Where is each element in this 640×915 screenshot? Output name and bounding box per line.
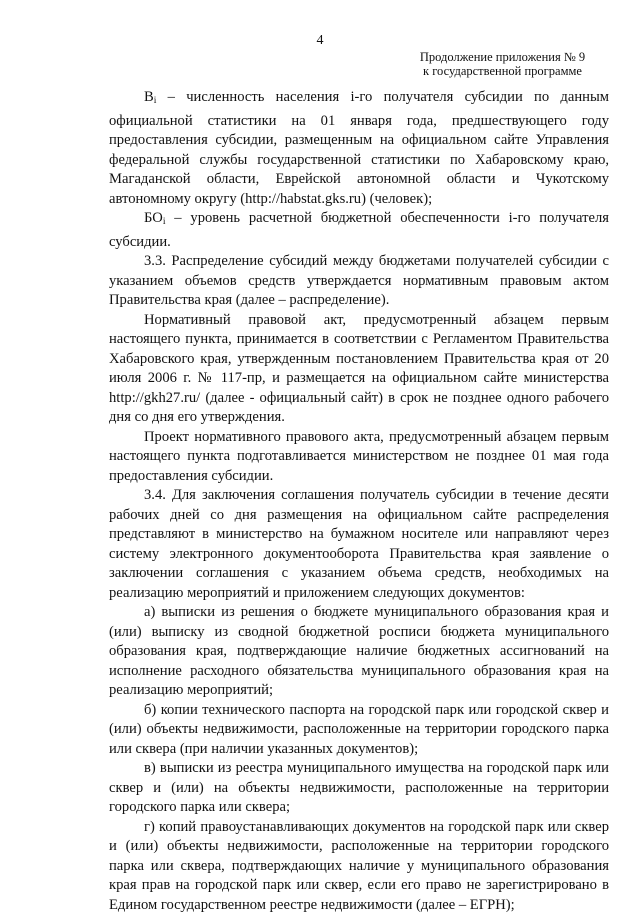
- variable-subscript: i: [154, 96, 157, 106]
- list-item-g: г) копий правоустанавливающих документов на городской парк или сквер и (или) объекты недвижимости, расположенные на территории городского парка или сквера, подтверждающих наличие у муниципального образования края прав на городской парк или сквер, если его право не зарегистрировано в Едином государственном реестре недвижимости (далее – ЕГРН);: [109, 818, 609, 915]
- paragraph-definition-b: [109, 88, 609, 209]
- continuation-note: [400, 50, 605, 78]
- list-item-b: б) копии технического паспорта на городской парк или городской сквер и (или) объекты недвижимости, расположенные на территории городского парка или сквера (при наличии указанных документов);: [109, 701, 609, 760]
- paragraph-3-3: 3.3. Распределение субсидий между бюджетами получателей субсидии с указанием объемов средств утверждается нормативным правовым актом Правительства края (далее – распределение).: [109, 252, 609, 311]
- paragraph-normative-act: Нормативный правовой акт, предусмотренный абзацем первым настоящего пункта, принимается в соответствии с Регламентом Правительства Хабаровского края, утвержденным постановлением Правительства края от 20 июля 2006 г. № 117-пр, и размещается на официальном сайте министерства http://gkh27.ru/ (далее - официальный сайт) в срок не позднее одного рабочего дня со дня его утверждения.: [109, 311, 609, 428]
- variable-symbol: БО: [144, 210, 163, 226]
- continuation-line-2: к государственной программе: [400, 64, 605, 78]
- paragraph-3-4: 3.4. Для заключения соглашения получатель субсидии в течение десяти рабочих дней со дня размещения на официальном сайте распределения представляют в министерство на бумажном носителе или направляют через систему электронного документооборота Правительства края заявление о заключении соглашения с указанием объема средств, необходимых на реализацию мероприятий и приложением следующих документов:: [109, 486, 609, 603]
- continuation-line-1: Продолжение приложения № 9: [400, 50, 605, 64]
- document-body: [109, 88, 609, 915]
- paragraph-text: – уровень расчетной бюджетной обеспеченности i-го получателя субсидии.: [109, 210, 609, 250]
- paragraph-draft-act: Проект нормативного правового акта, предусмотренный абзацем первым настоящего пункта подготавливается министерством не позднее 01 мая года предоставления субсидии.: [109, 428, 609, 487]
- page-number: 4: [0, 33, 640, 49]
- variable-subscript: i: [163, 217, 166, 227]
- paragraph-text: – численность населения i-го получателя субсидии по данным официальной статистики на 01 января года, предшествующего году предоставления субсидии, размещенным на официальном сайте Управления федеральной службы государственной статистики по Хабаровскому краю, Магаданской области, Еврейской автономной области и Чукотскому автономному округу (http://habstat.gks.ru) (человек);: [109, 89, 609, 207]
- list-item-v: в) выписки из реестра муниципального имущества на городской парк или сквер и (или) на объекты недвижимости, расположенные на территории городского парка или сквера;: [109, 759, 609, 818]
- variable-symbol: B: [144, 89, 154, 105]
- list-item-a: а) выписки из решения о бюджете муниципального образования края и (или) выписку из сводной бюджетной росписи бюджета муниципального образования края, подтверждающие наличие бюджетных ассигнований на исполнение расходного обязательства муниципального образования края на реализацию мероприятий;: [109, 603, 609, 701]
- paragraph-definition-bo: [109, 209, 609, 252]
